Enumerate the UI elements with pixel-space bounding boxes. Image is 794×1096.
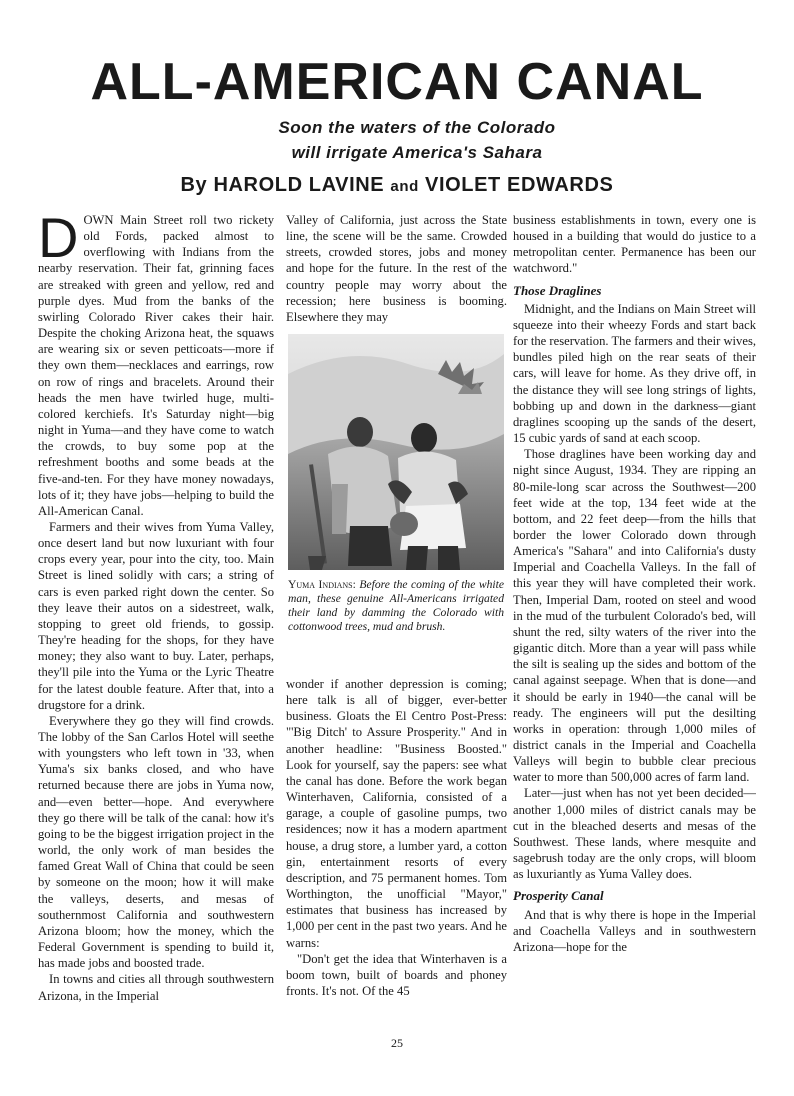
byline-and: and: [390, 178, 419, 195]
section-heading-draglines: Those Draglines: [513, 282, 602, 298]
photo-image: [288, 334, 504, 570]
paragraph-2: Farmers and their wives from Yuma Valley, once desert land but now luxuriant with four crops every year, pour into the city, too. Main Street is lined solidly with cars; a string of cars is even parked right down the center. So they leave their autos on a sidestreet, walk, stopping to greet old friends, to gossip. They're heading for the shops, for they have money; they also want to buy. Later, perhaps, they'll pile into the Yuma or the Lyric Theatre for the latest double feature. After that, into a drugstore for a drink.: [38, 519, 274, 712]
section-heading-prosperity: Prosperity Canal: [513, 888, 604, 904]
paragraph-4: In towns and cities all through southwestern Arizona, in the Imperial: [38, 972, 274, 1003]
column-2-top: [286, 212, 507, 327]
paragraph-col3-5: And that is why there is hope in the Imperial and Coachella Valleys and in southwestern Arizona—hope for the: [513, 907, 756, 954]
photo-yuma-indians: [288, 334, 504, 570]
paragraph-col2-top: Valley of California, just across the State line, the scene will be the same. Crowded streets, crowded stores, jobs and money and hope for the future. In the rest of the country people may worry about the recession; here business is booming. Elsewhere they may: [286, 213, 507, 324]
paragraph-3: Everywhere they go they will find crowds. The lobby of the San Carlos Hotel will seethe with youngsters who left town in '33, when Yuma's six banks closed, and who have returned because there are jobs in Yuma now, and—even better—hope. And everywhere they go there will be talk of the canal: how it's going to be the biggest irrigation project in the world, the only work of man besides the famed Great Wall of China that could be seen by someone on the moon; how it will make the valleys, deserts, and mesas of southernmost California and southwestern Arizona bloom; how the money, which the Federal Government is spending to build it, has made jobs and boosted trade.: [38, 713, 274, 971]
paragraph-1-text: OWN Main Street roll two rickety old Fords, packed almost to overflowing with Indians from the nearby reservation. Their fat, grinning faces are streaked with green and yellow, red and purple dyes. Mud from the banks of the swirling Colorado River cakes their hair. Despite the choking Arizona heat, the squaws are wearing six or seven petticoats—more if they own them—necklaces and earrings, row on row of rings and bracelets. Around their heads the men have twirled huge, multi-colored kerchiefs. It's Saturday night—big night in Yuma—and they have come to watch the crowds, to buy some pop at the refreshment booths and some beads at the five-and-ten. For they have money nowadays, lots of it; they have jobs—helping to build the All-American Canal.: [38, 213, 274, 518]
paragraph-col3-2: Midnight, and the Indians on Main Street will squeeze into their wheezy Fords and start back for the reservation. The farmers and their wives, bundles piled high on the rear seats of their cars, will leave for home. As they drive off, in the distance they will see long strings of lights, bobbing up and down in the darkness—giant draglines scooping up the sands of the desert, 15 cubic yards of sand at each scoop.: [513, 301, 756, 446]
byline: [0, 174, 794, 197]
page-number: 25: [391, 1036, 403, 1050]
byline-author-1: HAROLD LAVINE: [213, 174, 385, 196]
paragraph-1: [38, 212, 274, 519]
byline-by: By: [180, 174, 208, 196]
paragraph-col3-3: Those draglines have been working day and night since August, 1934. They are ripping an 80-mile-long scar across the Southwest—200 feet wide at the top, 134 feet wide at the bottom, and 22 feet deep—from the hills that border the lower Colorado down through America's "Sahara" and into California's dusty Imperial and Coachella Valleys. In the fall of this year they will have completed their work. Then, Imperial Dam, rooted on steel and wood in the mud of the turbulent Colorado's bed, will shunt the red, silty waters of the river into the gigantic ditch. More than a year will pass while the silt is sealing up the sides and bottom of the canal against seepage. When that is done—and it should be early in 1940—the canal will be ready. The engineers will put the desilting works in operation: through 1,000 miles of district canals in the Imperial and Coachella Valleys will begin to bubble clear precious water to more than 500,000 acres of farm land.: [513, 447, 756, 785]
article-title: ALL-AMERICAN CANAL: [90, 53, 704, 111]
paragraph-col3-4: Later—just when has not yet been decided—another 1,000 miles of district canals may be cut in the bleached deserts and mesas of the Southwest. These lands, where mesquite and sagebrush today are the only crops, will bloom as luxuriantly as Yuma Valley does.: [513, 786, 756, 882]
caption-lead: Yuma Indians:: [288, 578, 356, 591]
caption-body: Before the coming of the white man, these genuine All-Americans irrigated their land by damming the Colorado with cottonwood trees, mud and brush.: [288, 578, 504, 633]
photo-caption: [288, 578, 504, 634]
drop-cap: D: [38, 212, 79, 269]
subtitle-line-2: will irrigate America's Sahara: [291, 143, 543, 162]
paragraph-col3-1: business establishments in town, every one is housed in a building that would do justice to a metropolitan center. Permanence has been our watchword.": [513, 213, 756, 276]
paragraph-col2-bottom-2: "Don't get the idea that Winterhaven is a boom town, built of boards and phoney fronts. It's not. Of the 45: [286, 951, 507, 998]
paragraph-col2-bottom-1: wonder if another depression is coming; here talk is all of bigger, ever-better business. Gloats the El Centro Post-Press: "'Big Ditch' to Assure Prosperity." And in another headline: "Business Boosted." Look for yourself, say the papers: see what the canal has done. Before the work began Winterhaven, California, consisted of a garage, a couple of gasoline pumps, two residences; now it has a modern apartment house, a drug store, a lumber yard, a cotton gin, entertainment resorts of every description, and 75 permanent homes. Tom Worthington, the unofficial "Mayor," estimates that business has increased by 1,000 per cent in the past two years. And he warns:: [286, 677, 507, 950]
byline-author-2: VIOLET EDWARDS: [425, 174, 614, 196]
subtitle-line-1: Soon the waters of the Colorado: [278, 118, 556, 137]
column-1: [38, 212, 274, 1032]
column-3: [513, 212, 756, 1032]
column-2-bottom: [286, 676, 507, 1034]
